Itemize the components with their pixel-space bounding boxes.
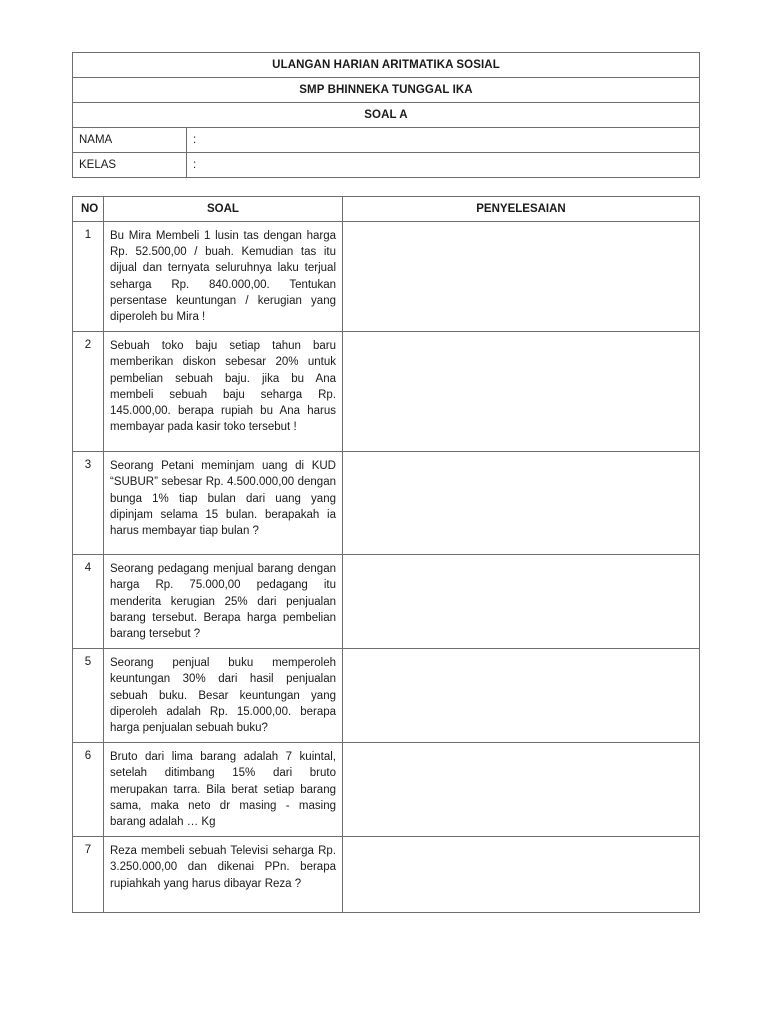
answer-cell[interactable] <box>343 332 700 452</box>
question-text: Seorang pedagang menjual barang dengan harga Rp. 75.000,00 pedagang itu menderita kerugian 25% dari penjualan barang tersebut. Berapa harga pembelian barang tersebut ? <box>104 555 343 649</box>
answer-cell[interactable] <box>343 555 700 649</box>
school-name: SMP BHINNEKA TUNGGAL IKA <box>73 78 700 103</box>
question-text: Bu Mira Membeli 1 lusin tas dengan harga Rp. 52.500,00 / buah. Kemudian tas itu dijual dan ternyata seluruhnya laku terjual seharga Rp. 840.000,00. Tentukan persentase keuntungan / kerugian yang diperoleh bu Mira ! <box>104 222 343 332</box>
table-header-row <box>73 197 700 222</box>
question-set: SOAL A <box>73 103 700 128</box>
questions-table <box>72 196 700 913</box>
name-row <box>73 128 700 153</box>
table-row <box>73 332 700 452</box>
question-text: Seorang penjual buku memperoleh keuntungan 30% dari hasil penjualan sebuah buku. Besar keuntungan yang diperoleh adalah Rp. 15.000,00. berapa harga penjualan sebuah buku? <box>104 649 343 743</box>
name-label: NAMA <box>73 128 187 153</box>
question-text: Reza membeli sebuah Televisi seharga Rp. 3.250.000,00 dan dikenai PPn. berapa rupiahkah yang harus dibayar Reza ? <box>104 837 343 913</box>
question-number: 7 <box>73 837 104 913</box>
class-field[interactable]: : <box>187 153 700 178</box>
table-row <box>73 649 700 743</box>
answer-cell[interactable] <box>343 452 700 555</box>
answer-cell[interactable] <box>343 222 700 332</box>
name-field[interactable]: : <box>187 128 700 153</box>
column-header-penyelesaian: PENYELESAIAN <box>343 197 700 222</box>
table-row <box>73 222 700 332</box>
answer-cell[interactable] <box>343 837 700 913</box>
answer-cell[interactable] <box>343 743 700 837</box>
column-header-no: NO <box>73 197 104 222</box>
school-row <box>73 78 700 103</box>
header-table <box>72 52 700 178</box>
set-row <box>73 103 700 128</box>
question-number: 2 <box>73 332 104 452</box>
question-text: Bruto dari lima barang adalah 7 kuintal, setelah ditimbang 15% dari bruto merupakan tarra. Bila berat setiap barang sama, maka neto dr masing - masing barang adalah … Kg <box>104 743 343 837</box>
question-text: Seorang Petani meminjam uang di KUD “SUBUR” sebesar Rp. 4.500.000,00 dengan bunga 1% tiap bulan dari uang yang dipinjam selama 15 bulan. berapakah ia harus membayar tiap bulan ? <box>104 452 343 555</box>
question-number: 5 <box>73 649 104 743</box>
table-row <box>73 452 700 555</box>
question-number: 4 <box>73 555 104 649</box>
class-label: KELAS <box>73 153 187 178</box>
class-row <box>73 153 700 178</box>
answer-cell[interactable] <box>343 649 700 743</box>
column-header-soal: SOAL <box>104 197 343 222</box>
title-row <box>73 53 700 78</box>
table-row <box>73 743 700 837</box>
question-text: Sebuah toko baju setiap tahun baru memberikan diskon sebesar 20% untuk pembelian sebuah baju. jika bu Ana membeli sebuah baju seharga Rp. 145.000,00. berapa rupiah bu Ana harus membayar pada kasir toko tersebut ! <box>104 332 343 452</box>
question-number: 3 <box>73 452 104 555</box>
table-row <box>73 555 700 649</box>
question-number: 6 <box>73 743 104 837</box>
table-row <box>73 837 700 913</box>
exam-title: ULANGAN HARIAN ARITMATIKA SOSIAL <box>73 53 700 78</box>
question-number: 1 <box>73 222 104 332</box>
